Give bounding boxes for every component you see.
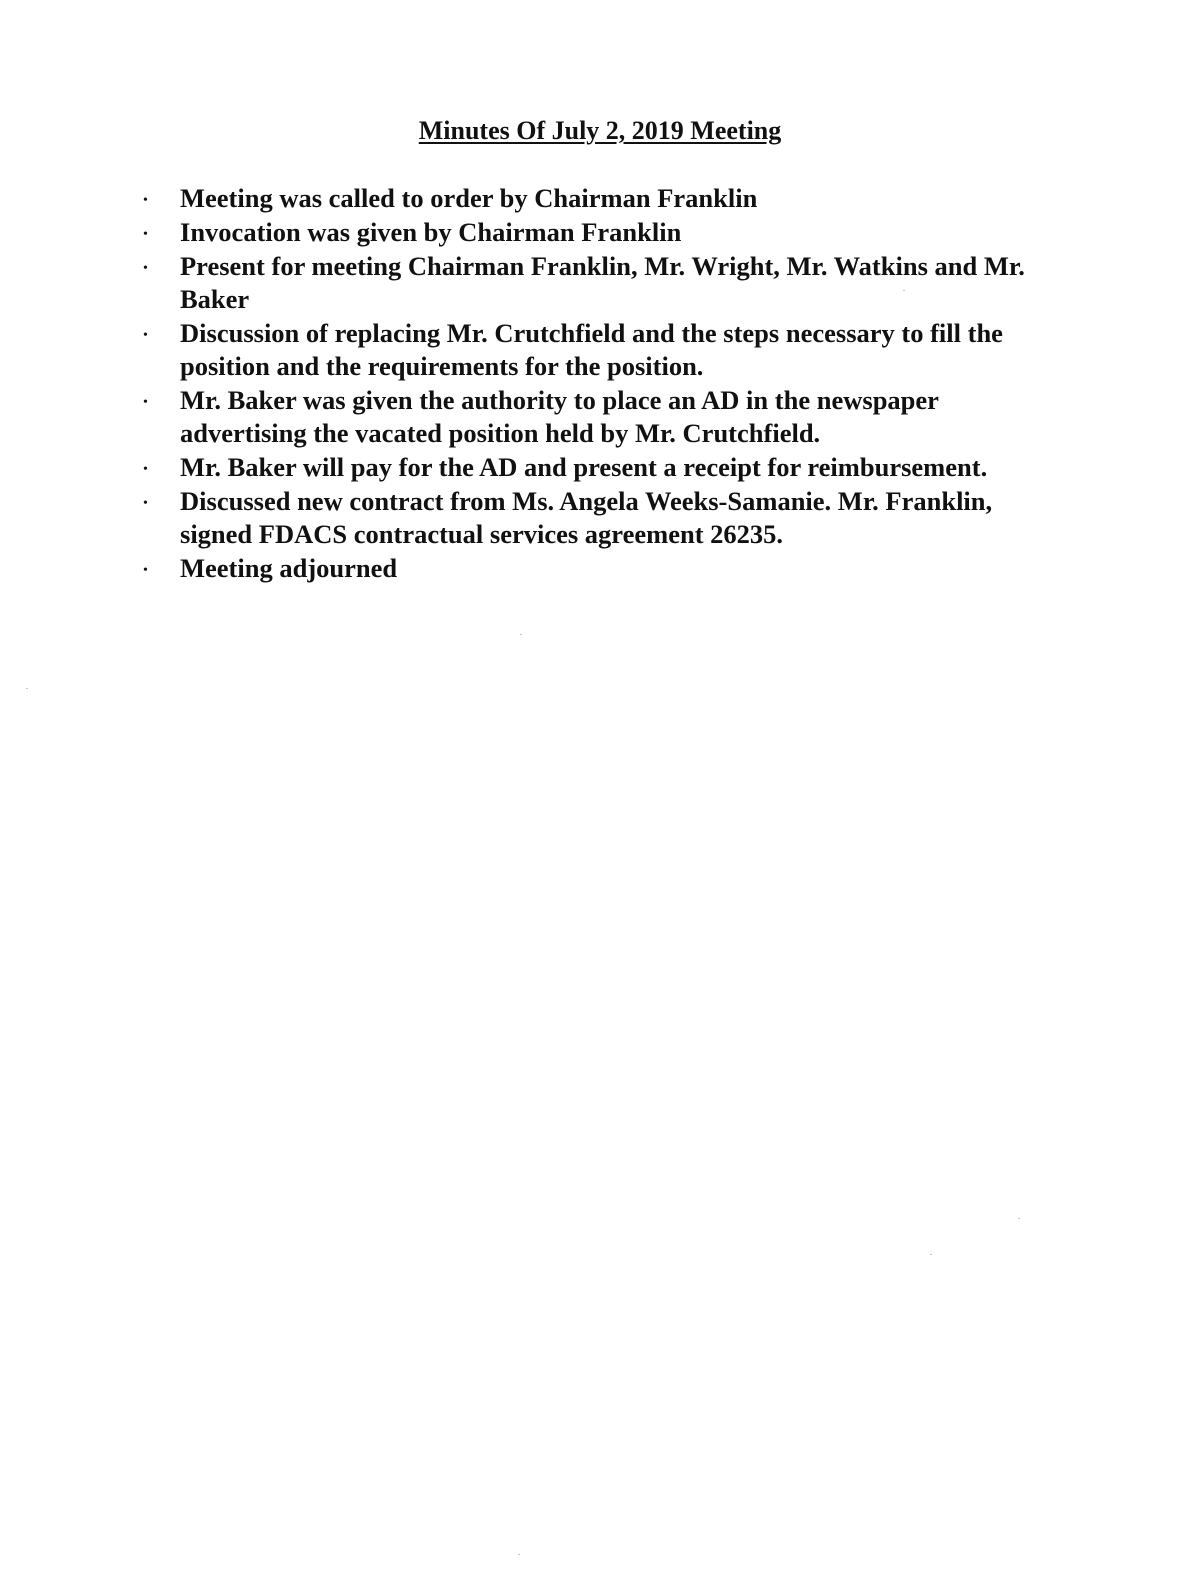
page-title: Minutes Of July 2, 2019 Meeting — [418, 116, 782, 145]
bullet-icon: • — [143, 193, 148, 208]
list-item — [140, 182, 1070, 215]
list-item-text: Invocation was given by Chairman Franklin — [180, 217, 682, 247]
list-item-text: Mr. Baker was given the authority to place an AD in the newspaper advertising the vacated position held by Mr. Crutchfield. — [180, 385, 939, 448]
bullet-icon: • — [143, 395, 148, 410]
list-item-text: Meeting adjourned — [180, 553, 398, 583]
list-item — [140, 216, 1070, 249]
list-item — [140, 451, 1070, 484]
list-item-text: Present for meeting Chairman Franklin, Mr. Wright, Mr. Watkins and Mr. Baker — [180, 251, 1025, 314]
list-item — [140, 552, 1070, 585]
list-item-text: Mr. Baker will pay for the AD and present a receipt for reimbursement. — [180, 452, 988, 482]
bullet-icon: • — [143, 261, 148, 276]
scan-speck — [520, 634, 522, 635]
minutes-list — [140, 182, 1070, 586]
scan-speck — [1018, 1218, 1020, 1219]
bullet-icon: • — [143, 328, 148, 343]
list-item-text: Meeting was called to order by Chairman Franklin — [180, 183, 758, 213]
scan-speck — [26, 688, 28, 689]
list-item — [140, 250, 1070, 316]
list-item — [140, 317, 1070, 383]
list-item-text: Discussed new contract from Ms. Angela Weeks-Samanie. Mr. Franklin, signed FDACS contractual services agreement 26235. — [180, 486, 993, 549]
bullet-icon: • — [143, 496, 148, 511]
scan-speck — [930, 1254, 932, 1255]
bullet-icon: • — [143, 563, 148, 578]
list-item — [140, 384, 1070, 450]
bullet-icon: • — [143, 227, 148, 242]
bullet-icon: • — [143, 462, 148, 477]
scan-speck — [518, 1554, 520, 1555]
scan-speck — [903, 290, 905, 291]
list-item — [140, 485, 1070, 551]
list-item-text: Discussion of replacing Mr. Crutchfield and the steps necessary to fill the position and the requirements for the position. — [180, 318, 1003, 381]
